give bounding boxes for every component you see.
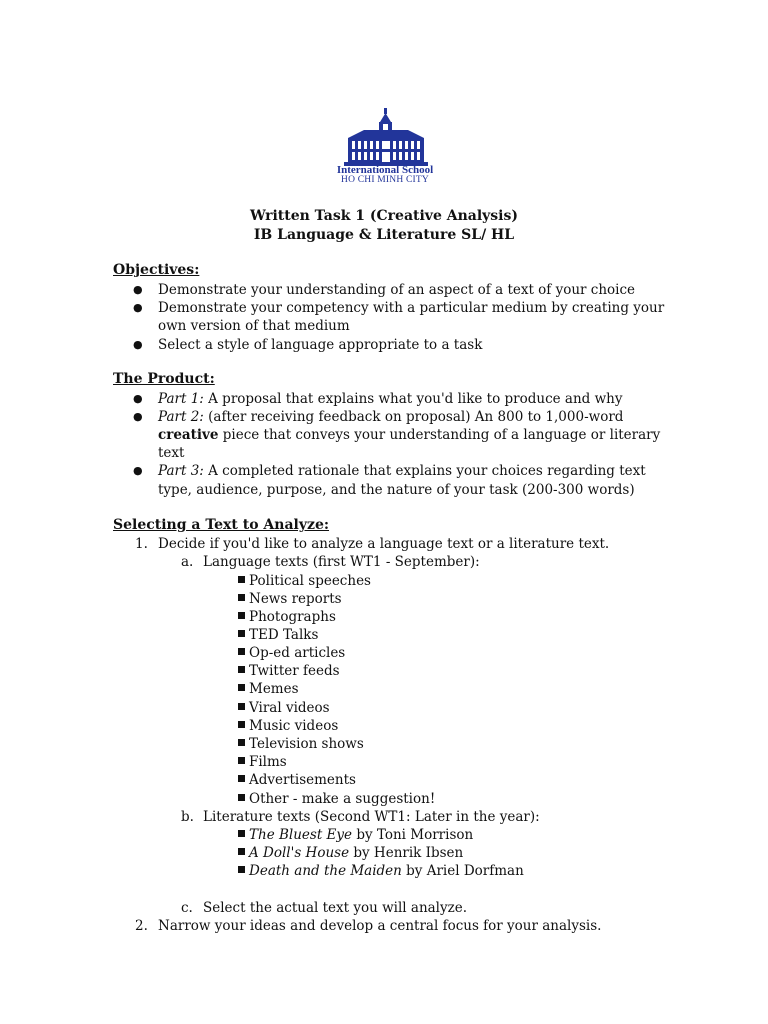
square-bullet-icon (238, 630, 245, 637)
sub-b-label: b. (181, 809, 194, 825)
product-part-3-line2: type, audience, purpose, and the nature of your task (200-300 words) (158, 482, 635, 498)
square-bullet-icon (238, 576, 245, 583)
objectives-heading: Objectives: (113, 262, 200, 278)
list-item: Memes (238, 680, 299, 698)
product-heading: The Product: (113, 371, 215, 387)
list-item: Television shows (238, 735, 364, 753)
selecting-heading: Selecting a Text to Analyze: (113, 517, 330, 533)
product-part-1 (158, 390, 622, 408)
list-item: Music videos (238, 717, 338, 735)
sub-c-label: c. (181, 900, 193, 916)
square-bullet-icon (238, 739, 245, 746)
square-bullet-icon (238, 775, 245, 782)
square-bullet-icon (238, 612, 245, 619)
bullet-icon: ● (133, 338, 143, 351)
school-logo (330, 108, 440, 188)
square-bullet-icon (238, 794, 245, 801)
list-item: Death and the Maiden by Ariel Dorfman (238, 862, 524, 880)
square-bullet-icon (238, 666, 245, 673)
part3-text: A completed rationale that explains your choices regarding text (203, 463, 646, 479)
list-item: TED Talks (238, 626, 318, 644)
document-subtitle: IB Language & Literature SL/ HL (253, 227, 515, 243)
part2-bold: creative (158, 427, 219, 443)
part2-label: Part 2: (158, 409, 204, 425)
school-building-icon (344, 108, 428, 166)
square-bullet-icon (238, 594, 245, 601)
list-item: Advertisements (238, 771, 356, 789)
square-bullet-icon (238, 648, 245, 655)
step-1-number: 1. (135, 536, 148, 552)
list-item: Viral videos (238, 699, 330, 717)
objective-item: Demonstrate your competency with a particular medium by creating your (158, 300, 665, 316)
list-item: Op-ed articles (238, 644, 345, 662)
list-item: News reports (238, 590, 342, 608)
product-part-2-line3: text (158, 445, 185, 461)
list-item: Political speeches (238, 572, 371, 590)
product-part-2-line2 (158, 426, 660, 444)
list-item: Other - make a suggestion! (238, 790, 435, 808)
step-1-text: Decide if you'd like to analyze a language text or a literature text. (158, 536, 610, 552)
bullet-icon: ● (133, 464, 143, 477)
logo-city: HO CHI MINH CITY (341, 175, 429, 185)
objective-item: Demonstrate your understanding of an aspect of a text of your choice (158, 282, 636, 298)
square-bullet-icon (238, 757, 245, 764)
sub-c-text: Select the actual text you will analyze. (203, 900, 468, 916)
list-item: Films (238, 753, 287, 771)
sub-a-label: a. (181, 554, 194, 570)
square-bullet-icon (238, 866, 245, 873)
objective-item: Select a style of language appropriate to a task (158, 337, 483, 353)
objective-item-continued: own version of that medium (158, 318, 350, 334)
bullet-icon: ● (133, 283, 143, 296)
list-item: Twitter feeds (238, 662, 340, 680)
logo-school-name: International School (336, 164, 434, 176)
part2-text2: piece that conveys your understanding of a language or literary (218, 427, 661, 443)
bullet-icon: ● (133, 392, 143, 405)
part2-text: (after receiving feedback on proposal) An 800 to 1,000-word (203, 409, 624, 425)
list-item: The Bluest Eye by Toni Morrison (238, 826, 473, 844)
step-2-text: Narrow your ideas and develop a central focus for your analysis. (158, 918, 602, 934)
bullet-icon: ● (133, 410, 143, 423)
list-item: Photographs (238, 608, 336, 626)
square-bullet-icon (238, 703, 245, 710)
bullet-icon: ● (133, 301, 143, 314)
sub-a-text: Language texts (first WT1 - September): (203, 554, 480, 570)
square-bullet-icon (238, 830, 245, 837)
part1-text: A proposal that explains what you'd like to produce and why (203, 391, 623, 407)
square-bullet-icon (238, 684, 245, 691)
sub-b-text: Literature texts (Second WT1: Later in the year): (203, 809, 540, 825)
part3-label: Part 3: (158, 463, 204, 479)
product-part-3 (158, 462, 646, 480)
step-2-number: 2. (135, 918, 148, 934)
square-bullet-icon (238, 848, 245, 855)
part1-label: Part 1: (158, 391, 204, 407)
list-item: A Doll's House by Henrik Ibsen (238, 844, 463, 862)
product-part-2 (158, 408, 623, 426)
square-bullet-icon (238, 721, 245, 728)
document-title: Written Task 1 (Creative Analysis) (250, 208, 518, 224)
